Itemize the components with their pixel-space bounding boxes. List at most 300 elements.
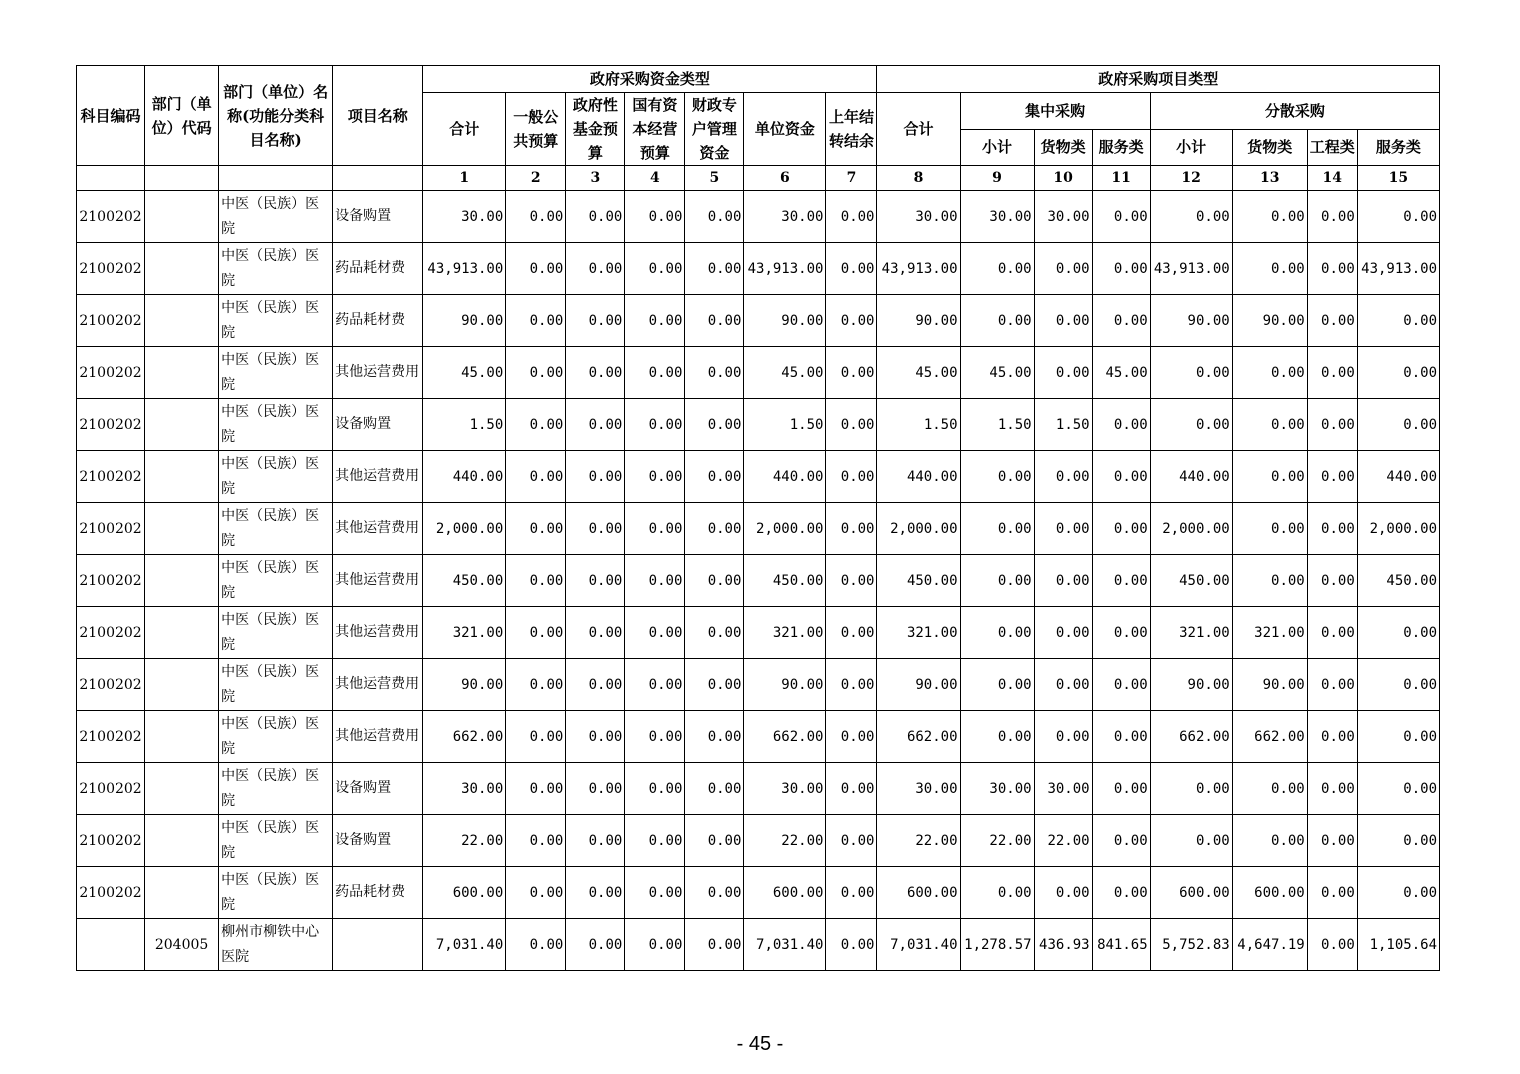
cell-amount: 450.00: [744, 555, 826, 607]
cell-project-name: [333, 919, 423, 971]
cell-amount: 1.50: [744, 399, 826, 451]
cell-amount: 90.00: [1232, 659, 1307, 711]
cell-amount: 30.00: [1034, 763, 1092, 815]
cell-amount: 30.00: [423, 191, 506, 243]
page-number: - 45 -: [736, 1033, 784, 1055]
cell-amount: 0.00: [625, 555, 685, 607]
cell-amount: 30.00: [960, 191, 1034, 243]
cell-amount: 0.00: [1092, 555, 1150, 607]
cell-amount: 0.00: [566, 919, 625, 971]
cell-project-name: 其他运营费用: [333, 347, 423, 399]
cell-dept-name: 中医（民族）医院: [219, 503, 333, 555]
cell-amount: 0.00: [1307, 659, 1357, 711]
cell-amount: 0.00: [1034, 451, 1092, 503]
cell-amount: 0.00: [506, 763, 566, 815]
cell-amount: 0.00: [1307, 607, 1357, 659]
cell-amount: 0.00: [1150, 399, 1232, 451]
cell-amount: 0.00: [625, 815, 685, 867]
cell-amount: 0.00: [566, 711, 625, 763]
cell-amount: 841.65: [1092, 919, 1150, 971]
cell-project-name: 其他运营费用: [333, 659, 423, 711]
cell-amount: 600.00: [423, 867, 506, 919]
cell-amount: 662.00: [1232, 711, 1307, 763]
table-row: [77, 607, 1440, 659]
cell-amount: 0.00: [1357, 607, 1439, 659]
table-row: [77, 711, 1440, 763]
header-subject-code: 科目编码: [77, 66, 145, 166]
cell-amount: 0.00: [566, 867, 625, 919]
cell-dept-name: 中医（民族）医院: [219, 295, 333, 347]
cell-subject-code: 2100202: [77, 711, 145, 763]
cell-amount: 0.00: [1357, 191, 1439, 243]
cell-dept-code: [145, 399, 219, 451]
cell-amount: 0.00: [1357, 867, 1439, 919]
cell-amount: 440.00: [1357, 451, 1439, 503]
cell-amount: 0.00: [960, 451, 1034, 503]
header-dept-code: 部门（单位）代码: [145, 66, 219, 166]
cell-project-name: 其他运营费用: [333, 607, 423, 659]
cell-amount: 0.00: [1357, 659, 1439, 711]
cell-dept-name: 柳州市柳铁中心医院: [219, 919, 333, 971]
cell-amount: 0.00: [625, 711, 685, 763]
cell-amount: 0.00: [506, 503, 566, 555]
cell-amount: 43,913.00: [1150, 243, 1232, 295]
cell-amount: 0.00: [1092, 503, 1150, 555]
cell-amount: 2,000.00: [877, 503, 960, 555]
cell-amount: 321.00: [744, 607, 826, 659]
cell-amount: 0.00: [960, 503, 1034, 555]
cell-amount: 0.00: [1357, 711, 1439, 763]
cell-amount: 0.00: [1034, 243, 1092, 295]
cell-amount: 0.00: [1150, 347, 1232, 399]
cell-amount: 440.00: [744, 451, 826, 503]
cell-amount: 1,105.64: [1357, 919, 1439, 971]
cell-amount: 1,278.57: [960, 919, 1034, 971]
cell-amount: 0.00: [625, 659, 685, 711]
cell-project-name: 药品耗材费: [333, 867, 423, 919]
cell-amount: 0.00: [1307, 919, 1357, 971]
cell-amount: 90.00: [1150, 659, 1232, 711]
cell-amount: 43,913.00: [744, 243, 826, 295]
cell-amount: 600.00: [1150, 867, 1232, 919]
cell-amount: 22.00: [1034, 815, 1092, 867]
cell-amount: 0.00: [685, 607, 744, 659]
cell-amount: 0.00: [506, 919, 566, 971]
col-number: 13: [1232, 166, 1307, 191]
cell-amount: 90.00: [744, 295, 826, 347]
cell-amount: 0.00: [1357, 295, 1439, 347]
cell-amount: 22.00: [960, 815, 1034, 867]
col-number-blank: [145, 166, 219, 191]
col-number: 11: [1092, 166, 1150, 191]
cell-amount: 90.00: [877, 295, 960, 347]
cell-subject-code: 2100202: [77, 191, 145, 243]
cell-project-name: 药品耗材费: [333, 243, 423, 295]
cell-amount: 0.00: [1232, 347, 1307, 399]
cell-amount: 662.00: [423, 711, 506, 763]
cell-amount: 0.00: [960, 711, 1034, 763]
cell-amount: 0.00: [625, 347, 685, 399]
cell-amount: 0.00: [685, 503, 744, 555]
header-c-services: 服务类: [1092, 129, 1150, 166]
cell-amount: 0.00: [1357, 815, 1439, 867]
cell-amount: 440.00: [1150, 451, 1232, 503]
cell-amount: 45.00: [744, 347, 826, 399]
cell-amount: 0.00: [826, 295, 877, 347]
cell-amount: 0.00: [1307, 191, 1357, 243]
cell-subject-code: [77, 919, 145, 971]
cell-amount: 0.00: [1307, 711, 1357, 763]
table-row: [77, 399, 1440, 451]
cell-amount: 30.00: [877, 763, 960, 815]
cell-subject-code: 2100202: [77, 243, 145, 295]
cell-amount: 0.00: [506, 243, 566, 295]
cell-amount: 0.00: [1307, 399, 1357, 451]
cell-project-name: 其他运营费用: [333, 451, 423, 503]
cell-amount: 0.00: [826, 659, 877, 711]
cell-amount: 0.00: [506, 347, 566, 399]
cell-amount: 321.00: [1150, 607, 1232, 659]
cell-dept-name: 中医（民族）医院: [219, 607, 333, 659]
cell-project-name: 药品耗材费: [333, 295, 423, 347]
cell-amount: 7,031.40: [423, 919, 506, 971]
cell-amount: 0.00: [1034, 867, 1092, 919]
header-project-name: 项目名称: [333, 66, 423, 166]
cell-amount: 30.00: [744, 191, 826, 243]
col-number-blank: [333, 166, 423, 191]
cell-amount: 0.00: [1092, 867, 1150, 919]
header-c-subtotal: 小计: [960, 129, 1034, 166]
col-number: 6: [744, 166, 826, 191]
cell-project-name: 设备购置: [333, 763, 423, 815]
cell-dept-code: [145, 659, 219, 711]
cell-amount: 1.50: [960, 399, 1034, 451]
cell-dept-code: [145, 243, 219, 295]
table-body: [77, 191, 1440, 971]
cell-dept-code: [145, 815, 219, 867]
col-number: 9: [960, 166, 1034, 191]
cell-amount: 30.00: [877, 191, 960, 243]
cell-subject-code: 2100202: [77, 399, 145, 451]
cell-amount: 662.00: [744, 711, 826, 763]
cell-amount: 0.00: [1092, 659, 1150, 711]
cell-amount: 0.00: [1232, 399, 1307, 451]
cell-amount: 0.00: [1232, 503, 1307, 555]
cell-dept-code: [145, 503, 219, 555]
cell-amount: 0.00: [1232, 451, 1307, 503]
col-number: 2: [506, 166, 566, 191]
cell-dept-code: [145, 867, 219, 919]
cell-amount: 321.00: [423, 607, 506, 659]
cell-amount: 1.50: [1034, 399, 1092, 451]
cell-amount: 0.00: [1092, 607, 1150, 659]
cell-dept-code: [145, 191, 219, 243]
cell-amount: 600.00: [1232, 867, 1307, 919]
cell-dept-name: 中医（民族）医院: [219, 867, 333, 919]
header-d-works: 工程类: [1307, 129, 1357, 166]
cell-amount: 0.00: [1232, 191, 1307, 243]
cell-amount: 321.00: [1232, 607, 1307, 659]
header-decentralized: 分散采购: [1150, 93, 1439, 130]
cell-amount: 0.00: [506, 295, 566, 347]
cell-amount: 0.00: [566, 347, 625, 399]
cell-amount: 0.00: [1092, 191, 1150, 243]
table-row: [77, 555, 1440, 607]
cell-amount: 0.00: [1357, 763, 1439, 815]
cell-subject-code: 2100202: [77, 659, 145, 711]
cell-project-name: 设备购置: [333, 191, 423, 243]
procurement-table: [76, 65, 1440, 971]
cell-amount: 450.00: [877, 555, 960, 607]
cell-amount: 90.00: [877, 659, 960, 711]
cell-amount: 436.93: [1034, 919, 1092, 971]
cell-dept-name: 中医（民族）医院: [219, 763, 333, 815]
col-number: 4: [625, 166, 685, 191]
cell-amount: 0.00: [625, 503, 685, 555]
header-gov-fund: 政府性基金预算: [566, 93, 625, 166]
cell-subject-code: 2100202: [77, 295, 145, 347]
cell-amount: 45.00: [423, 347, 506, 399]
header-d-services: 服务类: [1357, 129, 1439, 166]
cell-amount: 0.00: [1232, 555, 1307, 607]
header-proj-total: 合计: [877, 93, 960, 166]
cell-subject-code: 2100202: [77, 503, 145, 555]
col-number: 10: [1034, 166, 1092, 191]
cell-amount: 0.00: [566, 763, 625, 815]
table-row: [77, 503, 1440, 555]
col-number: 3: [566, 166, 625, 191]
cell-amount: 0.00: [566, 295, 625, 347]
cell-amount: 450.00: [1150, 555, 1232, 607]
cell-project-name: 设备购置: [333, 815, 423, 867]
col-number: 7: [826, 166, 877, 191]
col-number-blank: [219, 166, 333, 191]
cell-amount: 0.00: [1034, 503, 1092, 555]
header-dept-name: 部门（单位）名称(功能分类科目名称): [219, 66, 333, 166]
cell-amount: 0.00: [960, 295, 1034, 347]
cell-amount: 0.00: [826, 555, 877, 607]
cell-subject-code: 2100202: [77, 607, 145, 659]
cell-amount: 0.00: [826, 243, 877, 295]
cell-amount: 0.00: [685, 867, 744, 919]
header-unit-funds: 单位资金: [744, 93, 826, 166]
header-special-account: 财政专户管理资金: [685, 93, 744, 166]
cell-amount: 662.00: [877, 711, 960, 763]
cell-amount: 0.00: [506, 815, 566, 867]
cell-amount: 0.00: [1307, 763, 1357, 815]
cell-amount: 30.00: [423, 763, 506, 815]
cell-amount: 0.00: [506, 191, 566, 243]
cell-project-name: 设备购置: [333, 399, 423, 451]
cell-amount: 0.00: [566, 503, 625, 555]
cell-amount: 0.00: [506, 659, 566, 711]
table-row: [77, 919, 1440, 971]
cell-amount: 0.00: [1034, 555, 1092, 607]
cell-amount: 22.00: [877, 815, 960, 867]
cell-amount: 2,000.00: [1357, 503, 1439, 555]
cell-amount: 43,913.00: [1357, 243, 1439, 295]
cell-subject-code: 2100202: [77, 451, 145, 503]
table-row: [77, 347, 1440, 399]
table-row: [77, 243, 1440, 295]
cell-amount: 321.00: [877, 607, 960, 659]
cell-amount: 0.00: [826, 399, 877, 451]
cell-amount: 0.00: [1232, 763, 1307, 815]
cell-amount: 0.00: [685, 815, 744, 867]
cell-amount: 0.00: [1307, 295, 1357, 347]
cell-amount: 0.00: [1307, 347, 1357, 399]
cell-amount: 0.00: [960, 867, 1034, 919]
cell-amount: 0.00: [1232, 243, 1307, 295]
cell-dept-name: 中医（民族）医院: [219, 659, 333, 711]
cell-amount: 0.00: [506, 399, 566, 451]
cell-amount: 440.00: [423, 451, 506, 503]
cell-amount: 0.00: [1034, 347, 1092, 399]
cell-amount: 0.00: [506, 555, 566, 607]
cell-amount: 2,000.00: [1150, 503, 1232, 555]
cell-amount: 0.00: [625, 243, 685, 295]
cell-amount: 0.00: [625, 399, 685, 451]
header-project-type-group: 政府采购项目类型: [877, 66, 1440, 93]
cell-amount: 2,000.00: [744, 503, 826, 555]
cell-subject-code: 2100202: [77, 555, 145, 607]
table-header: [77, 66, 1440, 191]
cell-amount: 0.00: [685, 555, 744, 607]
cell-amount: 0.00: [1307, 243, 1357, 295]
cell-amount: 0.00: [506, 711, 566, 763]
cell-amount: 90.00: [423, 295, 506, 347]
cell-subject-code: 2100202: [77, 815, 145, 867]
cell-amount: 0.00: [566, 399, 625, 451]
table-row: [77, 295, 1440, 347]
cell-amount: 0.00: [960, 659, 1034, 711]
cell-amount: 0.00: [625, 607, 685, 659]
cell-amount: 0.00: [685, 191, 744, 243]
cell-amount: 0.00: [826, 503, 877, 555]
cell-project-name: 其他运营费用: [333, 555, 423, 607]
cell-amount: 0.00: [1034, 659, 1092, 711]
cell-amount: 0.00: [1092, 399, 1150, 451]
cell-amount: 0.00: [566, 555, 625, 607]
header-state-capital: 国有资本经营预算: [625, 93, 685, 166]
cell-amount: 0.00: [826, 919, 877, 971]
col-number: 12: [1150, 166, 1232, 191]
cell-amount: 0.00: [625, 919, 685, 971]
col-number: 15: [1357, 166, 1439, 191]
col-number: 14: [1307, 166, 1357, 191]
cell-amount: 0.00: [625, 191, 685, 243]
table-row: [77, 763, 1440, 815]
cell-amount: 45.00: [960, 347, 1034, 399]
header-fund-type-group: 政府采购资金类型: [423, 66, 877, 93]
cell-dept-name: 中医（民族）医院: [219, 815, 333, 867]
cell-amount: 0.00: [685, 347, 744, 399]
cell-amount: 43,913.00: [423, 243, 506, 295]
cell-amount: 0.00: [1034, 607, 1092, 659]
cell-dept-code: [145, 555, 219, 607]
cell-amount: 0.00: [1307, 503, 1357, 555]
cell-dept-code: [145, 607, 219, 659]
cell-amount: 0.00: [826, 815, 877, 867]
cell-amount: 0.00: [826, 607, 877, 659]
cell-amount: 0.00: [685, 295, 744, 347]
cell-amount: 600.00: [744, 867, 826, 919]
header-centralized: 集中采购: [960, 93, 1150, 130]
cell-amount: 450.00: [1357, 555, 1439, 607]
cell-amount: 0.00: [826, 711, 877, 763]
col-number-blank: [77, 166, 145, 191]
cell-amount: 0.00: [960, 607, 1034, 659]
cell-amount: 4,647.19: [1232, 919, 1307, 971]
cell-subject-code: 2100202: [77, 763, 145, 815]
cell-dept-code: [145, 763, 219, 815]
col-number: 1: [423, 166, 506, 191]
cell-amount: 0.00: [566, 191, 625, 243]
cell-amount: 600.00: [877, 867, 960, 919]
table-row: [77, 867, 1440, 919]
col-number: 5: [685, 166, 744, 191]
header-general-budget: 一般公共预算: [506, 93, 566, 166]
cell-amount: 0.00: [1307, 451, 1357, 503]
cell-amount: 0.00: [1232, 815, 1307, 867]
cell-amount: 0.00: [685, 451, 744, 503]
cell-amount: 0.00: [1034, 295, 1092, 347]
cell-amount: 0.00: [1307, 555, 1357, 607]
cell-amount: 45.00: [877, 347, 960, 399]
cell-dept-name: 中医（民族）医院: [219, 347, 333, 399]
cell-amount: 90.00: [1232, 295, 1307, 347]
cell-amount: 0.00: [826, 451, 877, 503]
cell-amount: 7,031.40: [744, 919, 826, 971]
cell-amount: 0.00: [960, 243, 1034, 295]
cell-amount: 0.00: [1150, 191, 1232, 243]
header-d-subtotal: 小计: [1150, 129, 1232, 166]
cell-dept-name: 中医（民族）医院: [219, 555, 333, 607]
cell-amount: 0.00: [625, 867, 685, 919]
cell-amount: 0.00: [1092, 763, 1150, 815]
cell-amount: 0.00: [1034, 711, 1092, 763]
cell-amount: 30.00: [960, 763, 1034, 815]
col-number: 8: [877, 166, 960, 191]
cell-amount: 0.00: [1092, 711, 1150, 763]
table-row: [77, 659, 1440, 711]
cell-amount: 0.00: [1150, 763, 1232, 815]
cell-amount: 0.00: [685, 711, 744, 763]
cell-amount: 0.00: [625, 451, 685, 503]
cell-amount: 0.00: [506, 607, 566, 659]
cell-subject-code: 2100202: [77, 867, 145, 919]
cell-amount: 0.00: [625, 763, 685, 815]
cell-dept-name: 中医（民族）医院: [219, 451, 333, 503]
cell-amount: 0.00: [1092, 243, 1150, 295]
cell-amount: 1.50: [423, 399, 506, 451]
cell-amount: 30.00: [744, 763, 826, 815]
header-fund-total: 合计: [423, 93, 506, 166]
cell-amount: 0.00: [1357, 399, 1439, 451]
cell-dept-code: 204005: [145, 919, 219, 971]
header-carryover: 上年结转结余: [826, 93, 877, 166]
cell-dept-code: [145, 295, 219, 347]
cell-subject-code: 2100202: [77, 347, 145, 399]
cell-amount: 0.00: [506, 867, 566, 919]
cell-project-name: 其他运营费用: [333, 711, 423, 763]
table-row: [77, 815, 1440, 867]
cell-project-name: 其他运营费用: [333, 503, 423, 555]
cell-amount: 22.00: [744, 815, 826, 867]
cell-amount: 0.00: [1307, 867, 1357, 919]
cell-amount: 662.00: [1150, 711, 1232, 763]
cell-amount: 0.00: [1307, 815, 1357, 867]
